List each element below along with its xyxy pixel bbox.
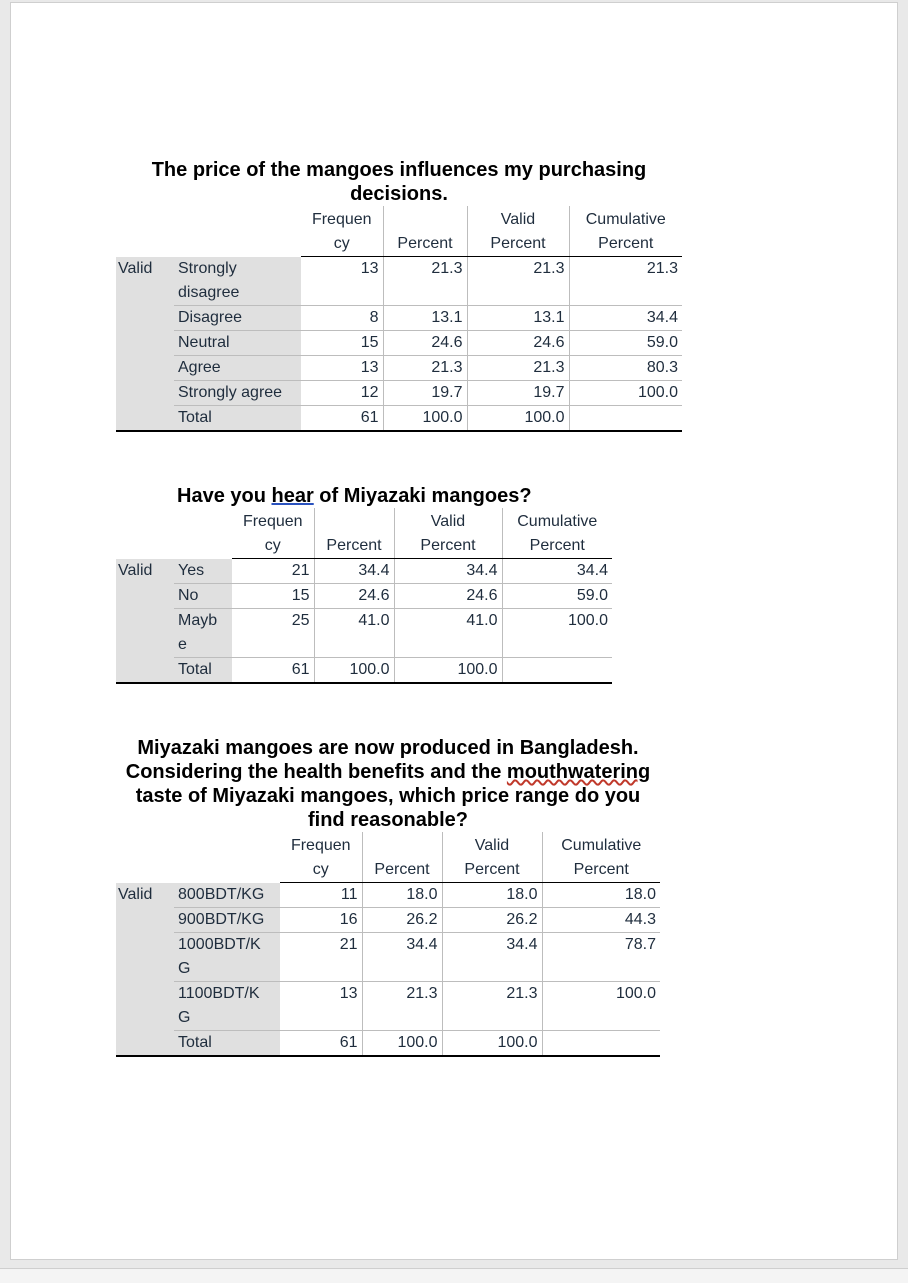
table-body <box>116 257 682 431</box>
table-total-row <box>116 405 682 431</box>
cell-valid-percent: 19.7 <box>467 380 569 405</box>
row-group-label <box>116 609 174 658</box>
row-group-label <box>116 305 174 330</box>
table-total-row <box>116 1031 660 1057</box>
next-page-edge <box>0 1268 908 1283</box>
row-group-label <box>116 380 174 405</box>
cell-cumulative-percent: 44.3 <box>542 908 660 933</box>
row-group-label <box>116 933 174 982</box>
cell-cumulative-percent <box>569 405 682 431</box>
cell-frequency: 15 <box>301 330 383 355</box>
table-body <box>116 883 660 1057</box>
row-group-label <box>116 658 174 684</box>
title-text-underlined: hear <box>271 485 314 507</box>
row-label: 900BDT/KG <box>174 908 280 933</box>
frequency-table-price-influence <box>116 158 682 432</box>
header-percent: Percent <box>314 508 394 559</box>
cell-frequency: 21 <box>280 933 362 982</box>
cell-frequency: 61 <box>301 405 383 431</box>
header-frequency: Frequen cy <box>280 832 362 883</box>
table-row <box>116 305 682 330</box>
table-total-row <box>116 658 612 684</box>
cell-frequency: 8 <box>301 305 383 330</box>
header-cumulative-percent: Cumulative Percent <box>542 832 660 883</box>
cell-valid-percent: 13.1 <box>467 305 569 330</box>
cell-percent: 21.3 <box>383 355 467 380</box>
cell-cumulative-percent: 59.0 <box>502 584 612 609</box>
title-text: Miyazaki mangoes are now produced in Bangladesh. Considering the health benefits and the <box>125 737 639 783</box>
cell-percent: 34.4 <box>314 559 394 584</box>
cell-cumulative-percent: 100.0 <box>502 609 612 658</box>
cell-frequency: 15 <box>232 584 314 609</box>
cell-valid-percent: 18.0 <box>442 883 542 908</box>
table-row <box>116 380 682 405</box>
cell-frequency: 61 <box>232 658 314 684</box>
cell-cumulative-percent: 34.4 <box>502 559 612 584</box>
row-label: Total <box>174 658 232 684</box>
cell-cumulative-percent <box>542 1031 660 1057</box>
cell-valid-percent: 100.0 <box>467 405 569 431</box>
row-group-label <box>116 355 174 380</box>
row-label: Agree <box>174 355 301 380</box>
cell-percent: 24.6 <box>314 584 394 609</box>
header-valid-percent: Valid Percent <box>394 508 502 559</box>
row-group-label <box>116 584 174 609</box>
row-label: Mayb e <box>174 609 232 658</box>
cell-valid-percent: 34.4 <box>442 933 542 982</box>
cell-valid-percent: 26.2 <box>442 908 542 933</box>
cell-frequency: 13 <box>301 355 383 380</box>
title-text: The price of the mangoes influences my purchasing decisions. <box>151 159 647 205</box>
table-title <box>116 158 682 206</box>
cell-valid-percent: 21.3 <box>467 355 569 380</box>
table-row <box>116 584 612 609</box>
cell-frequency: 13 <box>301 257 383 306</box>
cell-frequency: 21 <box>232 559 314 584</box>
row-group-label <box>116 330 174 355</box>
table-row <box>116 908 660 933</box>
cell-percent: 21.3 <box>362 982 442 1031</box>
row-label: Yes <box>174 559 232 584</box>
header-frequency: Frequen cy <box>301 206 383 257</box>
cell-percent: 41.0 <box>314 609 394 658</box>
cell-valid-percent: 100.0 <box>442 1031 542 1057</box>
cell-valid-percent: 21.3 <box>442 982 542 1031</box>
cell-frequency: 16 <box>280 908 362 933</box>
cell-valid-percent: 24.6 <box>467 330 569 355</box>
table-title <box>116 484 612 508</box>
row-label: Neutral <box>174 330 301 355</box>
cell-percent: 19.7 <box>383 380 467 405</box>
row-label: 1100BDT/K G <box>174 982 280 1031</box>
table-row <box>116 330 682 355</box>
cell-cumulative-percent: 80.3 <box>569 355 682 380</box>
table-title <box>116 736 658 832</box>
frequency-table <box>116 832 660 1057</box>
table-row <box>116 257 682 306</box>
row-label: 1000BDT/K G <box>174 933 280 982</box>
row-label: 800BDT/KG <box>174 883 280 908</box>
table-row <box>116 355 682 380</box>
cell-percent: 26.2 <box>362 908 442 933</box>
cell-cumulative-percent: 34.4 <box>569 305 682 330</box>
row-label: No <box>174 584 232 609</box>
title-text: Have you <box>177 485 272 507</box>
row-label: Disagree <box>174 305 301 330</box>
cell-percent: 18.0 <box>362 883 442 908</box>
table-row <box>116 883 660 908</box>
row-group-label <box>116 405 174 431</box>
frequency-table-heard-of-miyazaki <box>116 484 612 684</box>
title-text: taste of Miyazaki mangoes, which price range do you find reasonable? <box>135 785 641 831</box>
cell-cumulative-percent: 100.0 <box>542 982 660 1031</box>
cell-percent: 21.3 <box>383 257 467 306</box>
cell-valid-percent: 34.4 <box>394 559 502 584</box>
cell-percent: 100.0 <box>383 405 467 431</box>
header-percent: Percent <box>383 206 467 257</box>
row-group-label: Valid <box>116 257 174 306</box>
table-row <box>116 982 660 1031</box>
row-label: Strongly disagree <box>174 257 301 306</box>
cell-cumulative-percent: 78.7 <box>542 933 660 982</box>
row-label: Total <box>174 1031 280 1057</box>
row-label: Strongly agree <box>174 380 301 405</box>
cell-frequency: 61 <box>280 1031 362 1057</box>
cell-percent: 100.0 <box>314 658 394 684</box>
cell-valid-percent: 24.6 <box>394 584 502 609</box>
cell-frequency: 11 <box>280 883 362 908</box>
cell-valid-percent: 41.0 <box>394 609 502 658</box>
cell-cumulative-percent: 21.3 <box>569 257 682 306</box>
cell-frequency: 13 <box>280 982 362 1031</box>
table-row <box>116 933 660 982</box>
table-row <box>116 559 612 584</box>
cell-percent: 34.4 <box>362 933 442 982</box>
header-percent: Percent <box>362 832 442 883</box>
cell-valid-percent: 100.0 <box>394 658 502 684</box>
header-cumulative-percent: Cumulative Percent <box>569 206 682 257</box>
title-text: of Miyazaki mangoes? <box>313 485 532 507</box>
cell-percent: 24.6 <box>383 330 467 355</box>
title-text-misspelled: mouthwatering <box>506 761 651 783</box>
cell-percent: 100.0 <box>362 1031 442 1057</box>
table-body <box>116 559 612 684</box>
frequency-table <box>116 206 682 432</box>
header-frequency: Frequen cy <box>232 508 314 559</box>
frequency-table <box>116 508 612 684</box>
header-cumulative-percent: Cumulative Percent <box>502 508 612 559</box>
cell-cumulative-percent: 59.0 <box>569 330 682 355</box>
row-group-label <box>116 1031 174 1057</box>
cell-frequency: 12 <box>301 380 383 405</box>
row-group-label <box>116 982 174 1031</box>
cell-cumulative-percent: 18.0 <box>542 883 660 908</box>
cell-valid-percent: 21.3 <box>467 257 569 306</box>
header-valid-percent: Valid Percent <box>442 832 542 883</box>
cell-cumulative-percent <box>502 658 612 684</box>
cell-percent: 13.1 <box>383 305 467 330</box>
row-label: Total <box>174 405 301 431</box>
frequency-table-price-range <box>116 736 660 1057</box>
table-row <box>116 609 612 658</box>
row-group-label: Valid <box>116 883 174 908</box>
cell-cumulative-percent: 100.0 <box>569 380 682 405</box>
cell-frequency: 25 <box>232 609 314 658</box>
row-group-label <box>116 908 174 933</box>
row-group-label: Valid <box>116 559 174 584</box>
header-valid-percent: Valid Percent <box>467 206 569 257</box>
